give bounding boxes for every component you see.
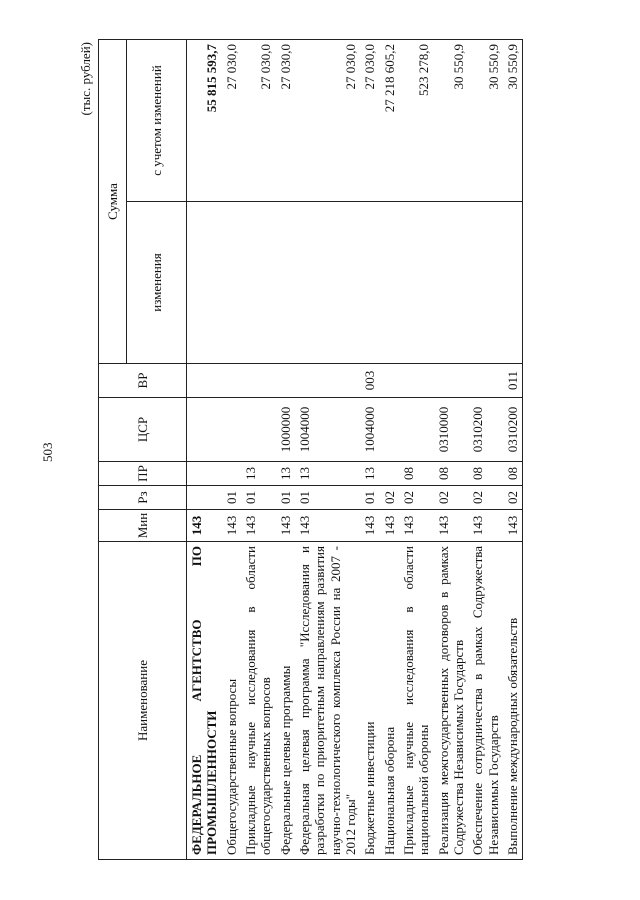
cell-pr: 13 bbox=[241, 462, 276, 486]
cell-vr: 011 bbox=[503, 364, 523, 398]
cell-vr bbox=[187, 364, 222, 398]
cell-name: Реализация межгосударственных договоров в рамках Содружества Независимых Государств bbox=[434, 542, 469, 860]
cell-csr bbox=[187, 398, 222, 462]
cell-name: Федеральная целевая программа "Исследования и разработки по приоритетным направлениям развития научно-технологического комплекса России на 2007 - 2012 годы" bbox=[295, 542, 360, 860]
cell-csr bbox=[399, 398, 434, 462]
cell-pr: 08 bbox=[399, 462, 434, 486]
cell-total: 27 030,0 bbox=[360, 40, 379, 202]
cell-csr: 1004000 bbox=[360, 398, 379, 462]
cell-rz: 02 bbox=[399, 486, 434, 510]
budget-table bbox=[98, 39, 523, 860]
cell-total: 55 815 593,7 bbox=[187, 40, 222, 202]
cell-min: 143 bbox=[360, 510, 379, 542]
cell-total: 27 030,0 bbox=[276, 40, 295, 202]
table-row bbox=[380, 40, 399, 860]
cell-pr: 13 bbox=[276, 462, 295, 486]
header-vr: ВР bbox=[99, 364, 187, 398]
budget-table-sheet bbox=[78, 40, 606, 860]
cell-name: Общегосударственные вопросы bbox=[222, 542, 241, 860]
header-with-change: с учетом изменений bbox=[127, 40, 187, 202]
cell-vr bbox=[434, 364, 469, 398]
table-row bbox=[276, 40, 295, 860]
header-sum-group: Сумма bbox=[99, 40, 127, 364]
cell-min: 143 bbox=[434, 510, 469, 542]
cell-rz: 01 bbox=[360, 486, 379, 510]
cell-csr bbox=[380, 398, 399, 462]
cell-csr bbox=[241, 398, 276, 462]
cell-total: 27 218 605,2 bbox=[380, 40, 399, 202]
cell-rz: 01 bbox=[241, 486, 276, 510]
header-min: Мин bbox=[99, 510, 187, 542]
cell-change bbox=[503, 202, 523, 364]
cell-csr bbox=[222, 398, 241, 462]
units-label: (тыс. рублей) bbox=[78, 42, 93, 116]
header-name: Наименование bbox=[99, 542, 187, 860]
cell-vr bbox=[380, 364, 399, 398]
cell-rz: 01 bbox=[295, 486, 360, 510]
cell-csr: 0310200 bbox=[468, 398, 503, 462]
cell-change bbox=[276, 202, 295, 364]
cell-change bbox=[187, 202, 222, 364]
cell-total: 30 550,9 bbox=[503, 40, 523, 202]
cell-vr bbox=[295, 364, 360, 398]
cell-rz: 02 bbox=[503, 486, 523, 510]
cell-name: Прикладные научные исследования в области общегосударственных вопросов bbox=[241, 542, 276, 860]
cell-pr: 08 bbox=[468, 462, 503, 486]
cell-min: 143 bbox=[399, 510, 434, 542]
cell-pr: 13 bbox=[295, 462, 360, 486]
cell-change bbox=[468, 202, 503, 364]
table-row bbox=[187, 40, 222, 860]
cell-min: 143 bbox=[503, 510, 523, 542]
cell-name: Федеральные целевые программы bbox=[276, 542, 295, 860]
table-row bbox=[295, 40, 360, 860]
cell-rz: 02 bbox=[434, 486, 469, 510]
cell-min: 143 bbox=[222, 510, 241, 542]
cell-total: 27 030,0 bbox=[295, 40, 360, 202]
table-row bbox=[468, 40, 503, 860]
cell-change bbox=[399, 202, 434, 364]
cell-rz: 01 bbox=[276, 486, 295, 510]
cell-change bbox=[360, 202, 379, 364]
cell-csr: 1000000 bbox=[276, 398, 295, 462]
cell-change bbox=[222, 202, 241, 364]
cell-rz bbox=[187, 486, 222, 510]
cell-pr bbox=[187, 462, 222, 486]
cell-total: 27 030,0 bbox=[222, 40, 241, 202]
cell-vr bbox=[399, 364, 434, 398]
table-row bbox=[360, 40, 379, 860]
cell-name: ФЕДЕРАЛЬНОЕ АГЕНТСТВО ПО ПРОМЫШЛЕННОСТИ bbox=[187, 542, 222, 860]
cell-pr bbox=[222, 462, 241, 486]
cell-name: Прикладные научные исследования в области национальной обороны bbox=[399, 542, 434, 860]
cell-pr: 13 bbox=[360, 462, 379, 486]
cell-total: 30 550,9 bbox=[468, 40, 503, 202]
cell-total: 30 550,9 bbox=[434, 40, 469, 202]
cell-csr: 1004000 bbox=[295, 398, 360, 462]
table-row bbox=[434, 40, 469, 860]
cell-pr: 08 bbox=[434, 462, 469, 486]
cell-pr bbox=[380, 462, 399, 486]
table-body bbox=[187, 40, 523, 860]
table-row bbox=[503, 40, 523, 860]
header-rz: Рз bbox=[99, 486, 187, 510]
cell-rz: 01 bbox=[222, 486, 241, 510]
cell-vr: 003 bbox=[360, 364, 379, 398]
cell-min: 143 bbox=[276, 510, 295, 542]
cell-name: Национальная оборона bbox=[380, 542, 399, 860]
table-row bbox=[241, 40, 276, 860]
cell-vr bbox=[276, 364, 295, 398]
cell-change bbox=[295, 202, 360, 364]
cell-vr bbox=[468, 364, 503, 398]
cell-min: 143 bbox=[187, 510, 222, 542]
table-row bbox=[222, 40, 241, 860]
cell-min: 143 bbox=[241, 510, 276, 542]
cell-min: 143 bbox=[380, 510, 399, 542]
page-number: 503 bbox=[40, 442, 55, 462]
cell-total: 523 278,0 bbox=[399, 40, 434, 202]
header-pr: ПР bbox=[99, 462, 187, 486]
cell-change bbox=[434, 202, 469, 364]
cell-name: Выполнение международных обязательств bbox=[503, 542, 523, 860]
cell-pr: 08 bbox=[503, 462, 523, 486]
cell-name: Обеспечение сотрудничества в рамках Содружества Независимых Государств bbox=[468, 542, 503, 860]
header-change: изменения bbox=[127, 202, 187, 364]
cell-csr: 0310200 bbox=[503, 398, 523, 462]
cell-name: Бюджетные инвестиции bbox=[360, 542, 379, 860]
cell-csr: 0310000 bbox=[434, 398, 469, 462]
cell-vr bbox=[222, 364, 241, 398]
cell-rz: 02 bbox=[468, 486, 503, 510]
table-row bbox=[399, 40, 434, 860]
header-csr: ЦСР bbox=[99, 398, 187, 462]
cell-rz: 02 bbox=[380, 486, 399, 510]
cell-change bbox=[380, 202, 399, 364]
cell-min: 143 bbox=[468, 510, 503, 542]
cell-min: 143 bbox=[295, 510, 360, 542]
cell-vr bbox=[241, 364, 276, 398]
cell-total: 27 030,0 bbox=[241, 40, 276, 202]
cell-change bbox=[241, 202, 276, 364]
